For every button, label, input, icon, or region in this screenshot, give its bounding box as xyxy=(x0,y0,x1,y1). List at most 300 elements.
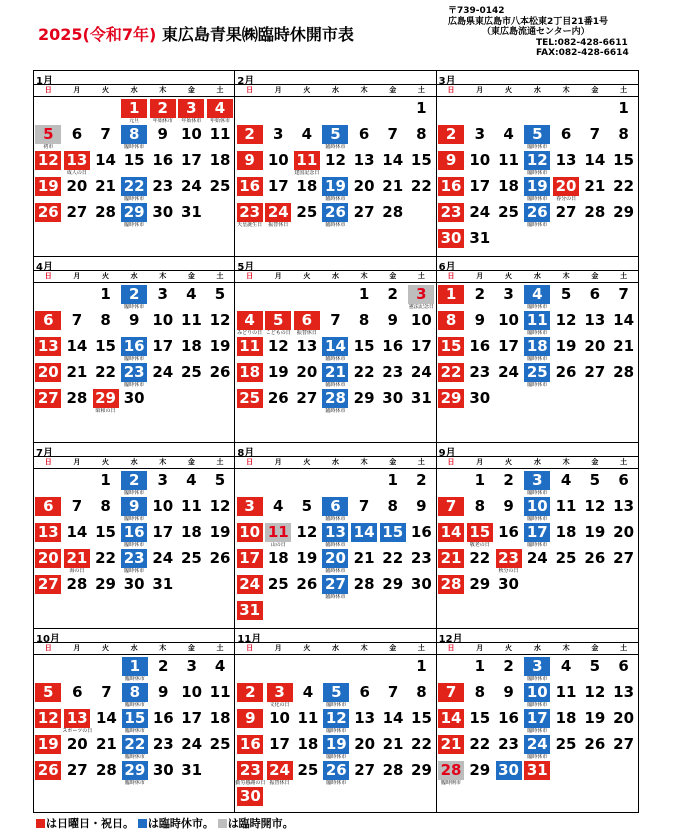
day-cell xyxy=(235,337,264,363)
day-number: 21 xyxy=(322,363,348,382)
day-number: 16 xyxy=(498,523,519,541)
day-number: 18 xyxy=(297,735,319,753)
day-cell xyxy=(350,761,378,787)
day-number: 2 xyxy=(438,125,464,144)
day-cell xyxy=(437,151,466,177)
day-note: 臨時休市 xyxy=(527,542,548,548)
weekday-label: 木 xyxy=(360,458,368,466)
day-cell xyxy=(321,151,350,177)
day-number: 5 xyxy=(214,285,226,303)
weekday-label: 金 xyxy=(389,272,397,280)
day-cell xyxy=(321,177,350,203)
day-note: 臨時休市 xyxy=(124,304,145,310)
day-number: 14 xyxy=(322,337,348,356)
day-cell xyxy=(321,549,350,575)
day-number: 5 xyxy=(323,683,349,702)
day-cell xyxy=(293,523,322,549)
day-number: 26 xyxy=(35,761,61,780)
month-name: 12月 xyxy=(438,634,463,645)
day-number: 3 xyxy=(237,497,263,516)
day-number: 3 xyxy=(524,471,550,490)
day-number: 6 xyxy=(322,497,348,516)
day-number: 2 xyxy=(121,285,147,304)
day-number: 8 xyxy=(416,683,427,701)
day-number: 27 xyxy=(35,389,61,408)
day-note: 臨時休市 xyxy=(527,144,548,150)
day-cell xyxy=(494,203,523,229)
legend-closed-swatch xyxy=(138,819,147,828)
day-number: 9 xyxy=(416,497,427,515)
day-cell xyxy=(350,177,379,203)
day-note: こどもの日 xyxy=(265,330,291,336)
day-number: 14 xyxy=(438,709,464,728)
day-number: 30 xyxy=(237,787,263,806)
day-number: 2 xyxy=(387,285,398,303)
day-number: 8 xyxy=(387,497,398,515)
day-number: 4 xyxy=(503,125,514,143)
day-number: 19 xyxy=(35,735,61,754)
day-number: 22 xyxy=(353,363,375,381)
month-block xyxy=(437,443,638,629)
day-cell xyxy=(523,177,552,203)
day-cell xyxy=(465,285,494,311)
day-cell xyxy=(264,337,293,363)
day-cell xyxy=(379,761,407,787)
day-number: 14 xyxy=(95,709,117,727)
day-number: 4 xyxy=(560,471,572,489)
weekday-label: 火 xyxy=(303,86,311,94)
day-number: 5 xyxy=(35,125,61,144)
day-grid xyxy=(437,471,638,601)
weekday-label: 木 xyxy=(159,86,167,94)
day-cell xyxy=(407,363,436,389)
day-number: 29 xyxy=(353,389,375,407)
day-number: 13 xyxy=(64,709,90,728)
day-number: 17 xyxy=(237,549,263,568)
day-number: 19 xyxy=(35,177,61,196)
day-grid xyxy=(437,657,638,787)
day-number: 29 xyxy=(382,575,404,593)
day-number: 25 xyxy=(180,363,202,381)
weekday-label: 日 xyxy=(44,644,52,652)
day-number: 7 xyxy=(71,311,83,329)
day-note: 臨時休市 xyxy=(527,222,548,228)
day-cell xyxy=(494,709,523,735)
day-cell xyxy=(378,203,407,229)
day-cell xyxy=(177,471,206,497)
day-cell xyxy=(465,709,494,735)
day-cell xyxy=(322,735,350,761)
day-number: 17 xyxy=(181,709,203,727)
weekday-header xyxy=(34,642,234,655)
day-number: 7 xyxy=(618,285,629,303)
day-number: 26 xyxy=(584,735,606,753)
day-cell xyxy=(121,735,149,761)
day-number: 26 xyxy=(323,761,349,780)
day-number: 23 xyxy=(152,177,174,195)
empty-cell xyxy=(63,285,92,311)
day-number: 20 xyxy=(553,177,579,196)
day-cell xyxy=(437,311,466,337)
day-cell xyxy=(63,389,92,415)
weekday-label: 水 xyxy=(533,272,541,280)
day-number: 25 xyxy=(524,363,550,382)
day-cell xyxy=(552,683,581,709)
legend-open: は臨時開市。 xyxy=(227,817,294,830)
day-number: 11 xyxy=(180,311,202,329)
day-number: 21 xyxy=(95,177,116,195)
month-block xyxy=(235,71,436,257)
weekday-label: 土 xyxy=(417,644,425,652)
month-block xyxy=(235,257,436,443)
day-number: 17 xyxy=(524,523,550,542)
day-number: 15 xyxy=(469,709,491,727)
day-number: 16 xyxy=(410,523,432,541)
day-cell xyxy=(523,151,552,177)
day-number: 7 xyxy=(387,683,399,701)
day-cell xyxy=(494,363,523,389)
day-cell xyxy=(609,99,638,125)
day-number: 25 xyxy=(555,549,577,567)
day-number: 22 xyxy=(411,735,432,753)
day-cell xyxy=(177,337,206,363)
day-number: 13 xyxy=(354,709,376,727)
day-number: 16 xyxy=(382,337,404,355)
day-cell xyxy=(552,151,581,177)
day-number: 6 xyxy=(35,311,61,330)
day-number: 27 xyxy=(353,203,375,221)
day-cell xyxy=(523,735,552,761)
day-cell xyxy=(378,177,407,203)
day-number: 15 xyxy=(122,709,148,728)
day-cell xyxy=(148,177,177,203)
day-number: 16 xyxy=(121,523,147,542)
day-cell xyxy=(121,683,149,709)
empty-cell xyxy=(63,471,92,497)
day-number: 14 xyxy=(382,151,404,169)
day-cell xyxy=(437,337,466,363)
day-cell xyxy=(437,497,466,523)
month-block xyxy=(235,629,436,812)
day-cell xyxy=(378,389,407,415)
day-cell xyxy=(148,523,177,549)
day-cell xyxy=(63,203,92,229)
day-number: 13 xyxy=(322,523,348,542)
empty-cell xyxy=(235,471,264,497)
day-cell xyxy=(206,523,235,549)
day-cell xyxy=(407,311,436,337)
day-cell xyxy=(494,311,523,337)
day-number: 8 xyxy=(358,311,370,329)
day-cell xyxy=(378,471,407,497)
day-cell xyxy=(350,575,379,601)
day-cell xyxy=(523,709,552,735)
day-number: 28 xyxy=(584,203,606,221)
day-number: 4 xyxy=(560,657,572,675)
empty-cell xyxy=(235,99,264,125)
day-number: 23 xyxy=(496,549,522,568)
weekday-label: 木 xyxy=(562,86,570,94)
day-number: 10 xyxy=(152,311,174,329)
day-number: 19 xyxy=(555,337,577,355)
day-cell xyxy=(235,203,264,229)
day-number: 12 xyxy=(209,497,231,515)
day-cell xyxy=(177,203,206,229)
day-note: 臨時休市 xyxy=(527,304,548,310)
empty-cell xyxy=(437,471,466,497)
weekday-label: 月 xyxy=(476,458,484,466)
day-cell xyxy=(91,285,120,311)
day-number: 22 xyxy=(95,363,116,381)
day-number: 1 xyxy=(416,99,427,117)
day-number: 13 xyxy=(35,523,61,542)
day-cell xyxy=(293,203,322,229)
day-cell xyxy=(523,657,552,683)
day-number: 31 xyxy=(152,575,174,593)
day-number: 18 xyxy=(180,523,202,541)
day-cell xyxy=(378,497,407,523)
day-cell xyxy=(264,497,293,523)
day-number: 4 xyxy=(524,285,550,304)
day-number: 12 xyxy=(555,311,577,329)
day-number: 13 xyxy=(296,337,318,355)
day-cell xyxy=(120,99,149,125)
weekday-label: 水 xyxy=(130,458,138,466)
day-number: 4 xyxy=(273,497,284,515)
day-number: 29 xyxy=(438,389,464,408)
day-cell xyxy=(494,549,523,575)
day-cell xyxy=(437,203,466,229)
day-cell xyxy=(177,709,205,735)
day-cell xyxy=(523,549,552,575)
day-number: 24 xyxy=(526,549,548,567)
empty-cell xyxy=(34,471,63,497)
empty-cell xyxy=(265,657,293,683)
day-cell xyxy=(235,311,264,337)
day-number: 3 xyxy=(524,657,550,676)
day-number: 24 xyxy=(180,177,202,195)
empty-cell xyxy=(62,657,92,683)
day-cell xyxy=(523,125,552,151)
day-number: 8 xyxy=(474,683,485,701)
day-cell xyxy=(294,735,322,761)
day-number: 28 xyxy=(613,363,635,381)
day-cell xyxy=(378,523,407,549)
day-cell xyxy=(350,497,379,523)
day-number: 17 xyxy=(267,177,289,195)
day-number: 3 xyxy=(267,683,293,702)
day-number: 26 xyxy=(267,389,289,407)
day-number: 14 xyxy=(66,337,88,355)
day-number: 5 xyxy=(322,125,348,144)
day-number: 23 xyxy=(121,363,147,382)
day-note: 臨時休市 xyxy=(325,594,346,600)
day-cell xyxy=(321,125,350,151)
day-cell xyxy=(437,285,466,311)
weekday-label: 月 xyxy=(73,458,81,466)
day-cell xyxy=(235,735,265,761)
day-cell xyxy=(407,125,436,151)
weekday-label: 土 xyxy=(417,272,425,280)
day-cell xyxy=(177,363,206,389)
weekday-header xyxy=(437,270,638,283)
day-cell xyxy=(63,523,92,549)
day-cell xyxy=(350,523,379,549)
weekday-label: 金 xyxy=(591,644,599,652)
day-cell xyxy=(407,683,435,709)
weekday-label: 金 xyxy=(187,86,195,94)
day-number: 19 xyxy=(323,735,349,754)
day-cell xyxy=(407,709,435,735)
day-number: 16 xyxy=(498,709,519,727)
day-number: 12 xyxy=(35,709,61,728)
day-cell xyxy=(206,471,235,497)
title-year: 2025(令和7年) xyxy=(38,25,157,44)
day-cell xyxy=(177,549,206,575)
day-number: 6 xyxy=(35,497,61,516)
day-number: 30 xyxy=(152,761,174,779)
day-number: 12 xyxy=(584,497,606,515)
weekday-label: 金 xyxy=(591,272,599,280)
day-number: 12 xyxy=(267,337,289,355)
day-cell xyxy=(378,549,407,575)
month-name: 11月 xyxy=(237,634,262,645)
empty-cell xyxy=(235,285,264,311)
day-number: 1 xyxy=(416,657,427,675)
day-number: 17 xyxy=(152,523,174,541)
weekday-label: 日 xyxy=(246,644,254,652)
day-number: 10 xyxy=(498,311,519,329)
day-note: 臨時休市 xyxy=(527,330,548,336)
day-cell xyxy=(62,683,92,709)
day-cell xyxy=(63,177,92,203)
day-note: 年始休市 xyxy=(181,118,202,124)
day-cell xyxy=(293,363,322,389)
day-cell xyxy=(609,523,638,549)
day-number: 19 xyxy=(524,177,550,196)
day-cell xyxy=(63,363,92,389)
empty-cell xyxy=(264,285,293,311)
day-cell xyxy=(523,683,552,709)
day-note: 臨時休市 xyxy=(527,382,548,388)
day-cell xyxy=(350,337,379,363)
day-number: 31 xyxy=(524,761,550,780)
day-number: 15 xyxy=(438,337,464,356)
address: 広島県東広島市八本松東2丁目21番1号 xyxy=(448,16,609,27)
day-cell xyxy=(264,151,293,177)
day-cell xyxy=(378,125,407,151)
empty-cell xyxy=(437,99,466,125)
day-cell xyxy=(120,311,149,337)
day-cell xyxy=(34,177,63,203)
day-number: 3 xyxy=(503,285,514,303)
day-cell xyxy=(407,657,435,683)
day-cell xyxy=(465,683,494,709)
day-number: 21 xyxy=(438,549,464,568)
day-number: 2 xyxy=(150,99,176,118)
day-note: 臨時休市 xyxy=(124,196,145,202)
day-number: 11 xyxy=(209,125,231,143)
empty-cell xyxy=(235,657,265,683)
day-number: 24 xyxy=(181,735,203,753)
day-cell xyxy=(120,389,149,415)
day-cell xyxy=(34,709,62,735)
day-number: 1 xyxy=(122,657,148,676)
day-cell xyxy=(494,471,523,497)
day-cell xyxy=(494,337,523,363)
day-number: 15 xyxy=(380,523,406,542)
day-cell xyxy=(121,709,149,735)
day-number: 8 xyxy=(438,311,464,330)
day-number: 9 xyxy=(128,311,140,329)
day-note: 臨時休市 xyxy=(527,754,548,760)
day-number: 5 xyxy=(214,471,226,489)
day-number: 9 xyxy=(503,497,514,515)
day-cell xyxy=(465,497,494,523)
day-number: 16 xyxy=(152,709,174,727)
day-number: 23 xyxy=(121,549,147,568)
day-cell xyxy=(321,203,350,229)
day-cell xyxy=(437,177,466,203)
day-cell xyxy=(148,497,177,523)
weekday-label: 金 xyxy=(187,644,195,652)
day-cell xyxy=(235,523,264,549)
day-cell xyxy=(34,389,63,415)
day-number: 21 xyxy=(66,363,88,381)
day-cell xyxy=(235,761,265,787)
weekday-label: 日 xyxy=(44,86,52,94)
day-number: 12 xyxy=(323,709,349,728)
day-number: 28 xyxy=(438,575,464,594)
day-cell xyxy=(465,311,494,337)
day-cell xyxy=(552,285,581,311)
day-cell xyxy=(177,285,206,311)
day-cell xyxy=(407,497,436,523)
day-note: 勤労感謝の日 xyxy=(235,780,266,786)
day-cell xyxy=(34,683,62,709)
day-number: 11 xyxy=(237,337,263,356)
day-cell xyxy=(580,285,609,311)
day-cell xyxy=(293,151,322,177)
weekday-label: 月 xyxy=(73,644,81,652)
day-cell xyxy=(494,761,523,787)
day-note: 山の日 xyxy=(270,542,286,548)
empty-cell xyxy=(264,99,293,125)
weekday-label: 日 xyxy=(44,272,52,280)
weekday-label: 日 xyxy=(246,272,254,280)
day-number: 9 xyxy=(157,125,168,143)
weekday-label: 水 xyxy=(331,458,339,466)
day-cell xyxy=(148,99,177,125)
day-grid xyxy=(235,285,435,415)
day-number: 23 xyxy=(237,203,263,222)
day-number: 15 xyxy=(95,523,116,541)
day-note: 臨時休市 xyxy=(527,728,548,734)
day-cell xyxy=(407,549,436,575)
day-cell xyxy=(120,575,149,601)
day-number: 10 xyxy=(181,683,203,701)
weekday-label: 土 xyxy=(620,458,628,466)
postal-code: 〒739-0142 xyxy=(448,6,505,16)
day-cell xyxy=(552,363,581,389)
day-number: 17 xyxy=(180,151,202,169)
day-number: 14 xyxy=(438,523,464,542)
day-number: 24 xyxy=(237,575,263,594)
day-number: 14 xyxy=(66,523,88,541)
day-number: 24 xyxy=(152,363,174,381)
day-number: 25 xyxy=(209,735,231,753)
day-number: 25 xyxy=(296,203,318,221)
